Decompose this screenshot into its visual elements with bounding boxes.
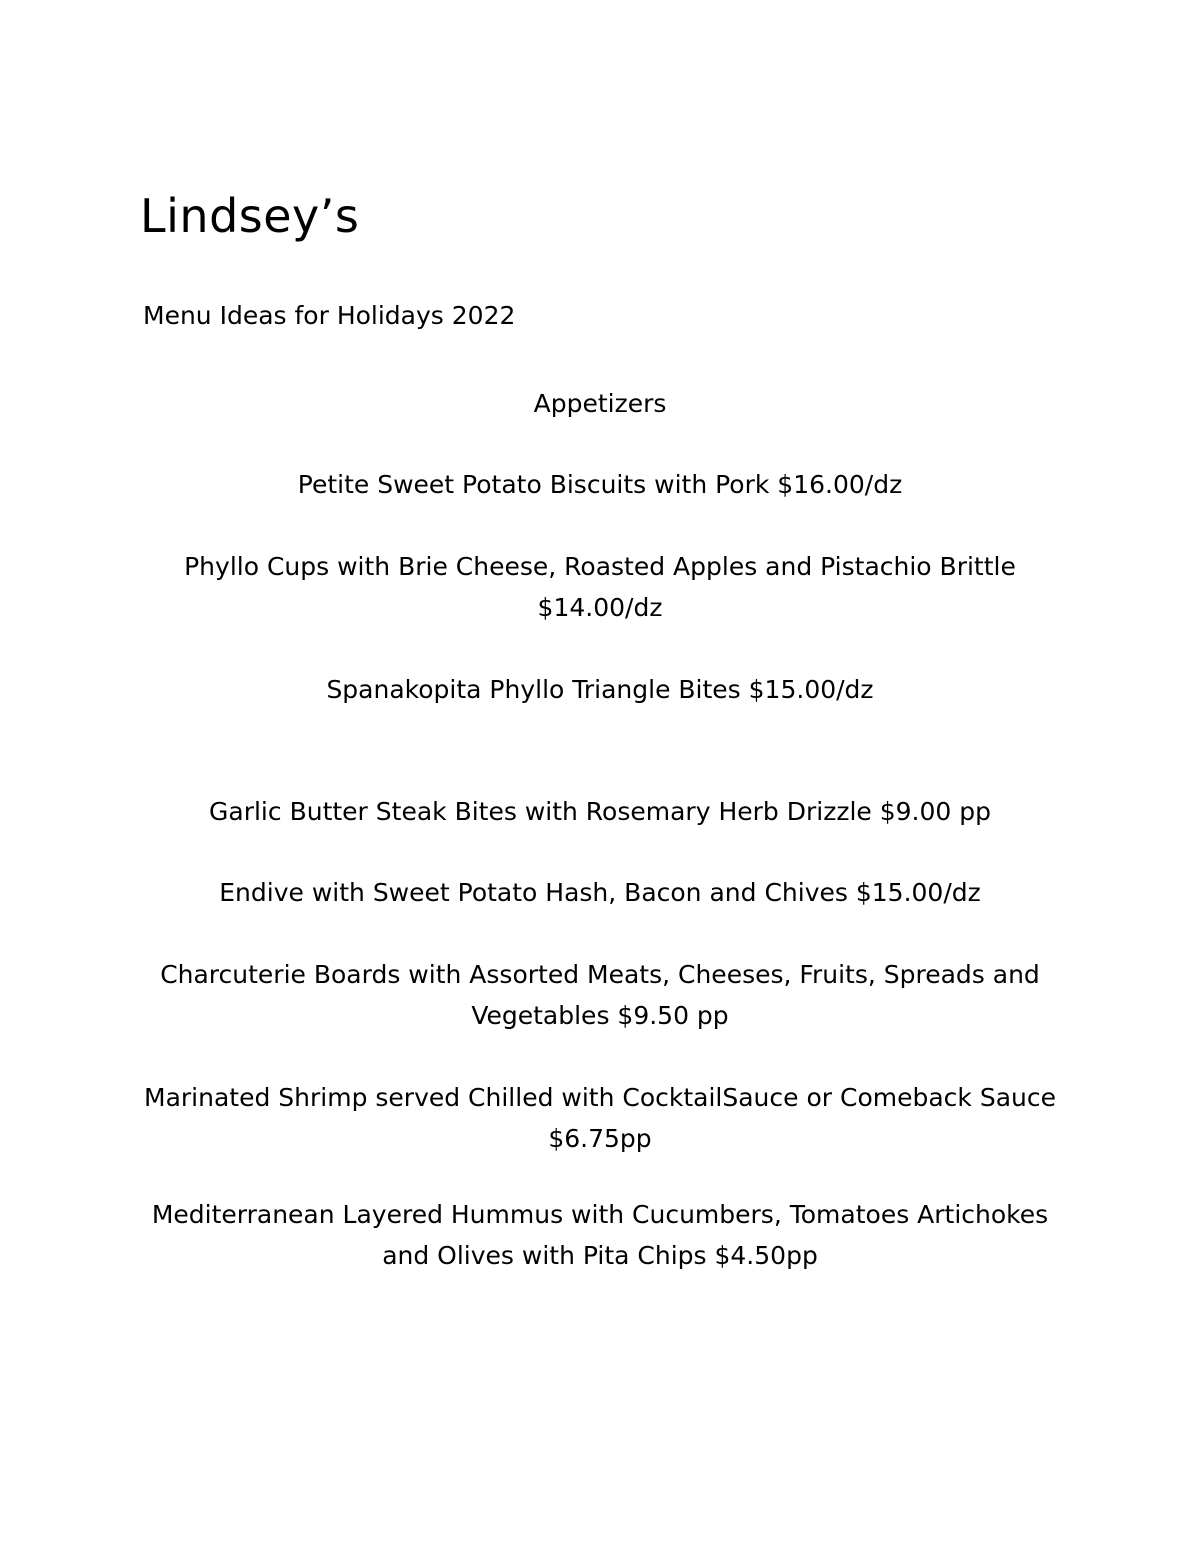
menu-item: Mediterranean Layered Hummus with Cucumbers, Tomatoes Artichokes and Olives with Pita Chips $4.50pp [151, 1200, 1049, 1270]
menu-item: Garlic Butter Steak Bites with Rosemary Herb Drizzle $9.00 pp [209, 797, 991, 826]
restaurant-title: Lindsey’s [140, 189, 360, 243]
menu-item: Petite Sweet Potato Biscuits with Pork $16.00/dz [297, 470, 903, 499]
menu-item: Endive with Sweet Potato Hash, Bacon and Chives $15.00/dz [219, 878, 981, 907]
menu-subtitle: Menu Ideas for Holidays 2022 [143, 301, 516, 330]
menu-item: Charcuterie Boards with Assorted Meats, Cheeses, Fruits, Spreads and Vegetables $9.50 pp [160, 960, 1040, 1030]
menu-item: Phyllo Cups with Brie Cheese, Roasted Apples and Pistachio Brittle $14.00/dz [184, 552, 1016, 622]
menu-item: Marinated Shrimp served Chilled with CocktailSauce or Comeback Sauce $6.75pp [144, 1083, 1056, 1153]
section-heading-appetizers: Appetizers [533, 389, 667, 418]
menu-item: Spanakopita Phyllo Triangle Bites $15.00/dz [326, 675, 874, 704]
